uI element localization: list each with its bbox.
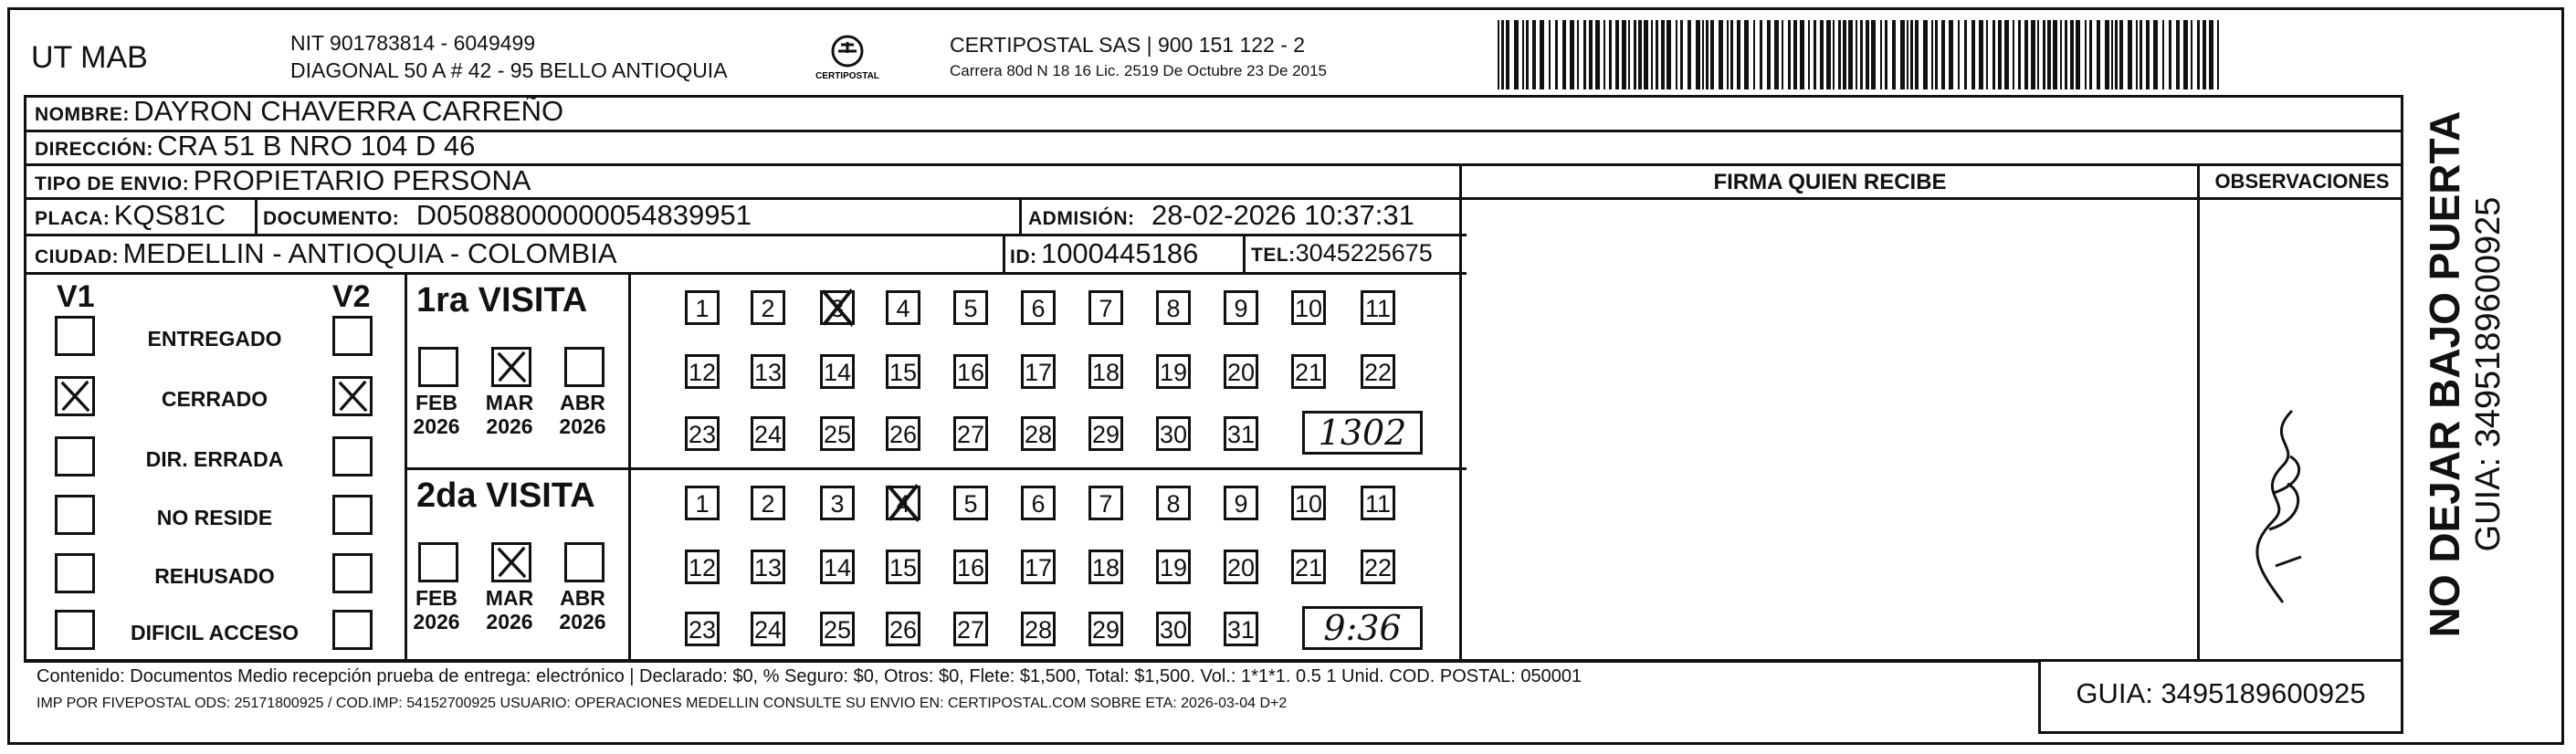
day-box[interactable]: 11 (1361, 290, 1395, 325)
ciudad-value: MEDELLIN - ANTIOQUIA - COLOMBIA (122, 237, 617, 269)
barcode-bar (1848, 20, 1853, 89)
barcode-bar (2097, 20, 2100, 89)
day-box[interactable]: 16 (953, 550, 988, 584)
day-box[interactable]: 23 (685, 416, 720, 451)
day-box[interactable]: 31 (1224, 416, 1258, 451)
barcode-bar (1651, 20, 1653, 89)
barcode-bar (1767, 20, 1771, 89)
barcode-bar (2043, 20, 2045, 89)
v2-checkbox[interactable] (332, 495, 373, 535)
day-box[interactable]: 26 (886, 416, 920, 451)
barcode-bar (1915, 20, 1919, 89)
day-box[interactable]: 2 (751, 290, 785, 325)
barcode-bar (2024, 20, 2028, 89)
status-label: CERRADO (161, 387, 268, 411)
barcode-bar (2070, 20, 2074, 89)
barcode-bar (1826, 20, 1831, 89)
tipo-row (35, 164, 531, 197)
day-box[interactable]: 28 (1021, 612, 1056, 646)
barcode-bar (2191, 20, 2192, 89)
barcode-bar (1833, 20, 1835, 89)
id-value: 1000445186 (1040, 237, 1199, 269)
day-box[interactable]: 19 (1156, 550, 1191, 584)
day-box[interactable]: 17 (1021, 354, 1056, 389)
day-box[interactable]: 21 (1291, 550, 1326, 584)
day-box[interactable]: 12 (685, 354, 720, 389)
month-name: FEB (415, 391, 457, 414)
certipostal-logo (811, 31, 884, 88)
barcode-bar (1892, 20, 1896, 89)
barcode-bar (1856, 20, 1857, 89)
barcode-bar (1540, 20, 1544, 89)
day-box[interactable]: 6 (1021, 290, 1056, 325)
barcode-bar (1730, 20, 1733, 89)
barcode-bar (1820, 20, 1824, 89)
barcode-bar (2089, 20, 2092, 89)
barcode-bar (1680, 20, 1683, 89)
barcode-bar (2031, 20, 2035, 89)
month-name: FEB (415, 586, 457, 610)
barcode-bar (1800, 20, 1804, 89)
barcode-bar (1788, 20, 1791, 89)
svg-text:CERTIPOSTAL: CERTIPOSTAL (815, 71, 879, 81)
status-label: REHUSADO (154, 564, 275, 588)
placa-label: PLACA: (35, 208, 110, 229)
v1-checkbox[interactable] (55, 553, 95, 593)
barcode-bar (1622, 20, 1626, 89)
barcode-bar (2115, 20, 2118, 89)
barcode-bar (1979, 20, 1983, 89)
barcode-bar (1964, 20, 1967, 89)
barcode-bar (1661, 20, 1665, 89)
month-checkbox[interactable] (418, 542, 458, 582)
direccion-row (35, 130, 475, 162)
v2-checkbox[interactable] (332, 553, 373, 593)
v1-checkbox[interactable] (55, 436, 95, 476)
barcode-bar (1644, 20, 1648, 89)
barcode-bar (1603, 20, 1605, 89)
id-cell (1010, 237, 1198, 270)
company-name: UT MAB (31, 40, 148, 75)
barcode-bar (1935, 20, 1938, 89)
month-checkbox[interactable] (564, 542, 605, 582)
barcode-bar (1871, 20, 1876, 89)
v2-checkbox[interactable] (332, 376, 373, 416)
month-year: 2026 (413, 610, 460, 634)
ciudad-cell (35, 237, 617, 270)
handwritten-time[interactable]: 9:36 (1302, 606, 1423, 650)
day-box[interactable]: 5 (953, 486, 988, 520)
tel-label: TEL: (1251, 245, 1296, 266)
barcode-bar (1774, 20, 1779, 89)
barcode-bar (1514, 20, 1519, 89)
placa-cell (35, 199, 226, 232)
v2-checkbox[interactable] (332, 436, 373, 476)
status-label: DIR. ERRADA (145, 447, 284, 471)
v2-checkbox[interactable] (332, 610, 373, 650)
barcode-bar (1506, 20, 1509, 89)
day-box[interactable]: 30 (1156, 416, 1191, 451)
side-vertical-text (2420, 91, 2539, 639)
barcode-bar (1526, 20, 1529, 89)
day-box[interactable]: 26 (886, 612, 920, 646)
day-box[interactable]: 12 (685, 550, 720, 584)
barcode-bar (1702, 20, 1704, 89)
documento-value: D05088000000054839951 (415, 199, 752, 231)
guia-footer: GUIA: 3495189600925 (2076, 677, 2366, 709)
barcode-bar (1910, 20, 1913, 89)
barcode-bar (1667, 20, 1671, 89)
barcode-bar (1753, 20, 1755, 89)
barcode (1498, 20, 2228, 89)
barcode-bar (1843, 20, 1846, 89)
barcode-bar (1676, 20, 1677, 89)
barcode-bar (1562, 20, 1566, 89)
barcode-bar (2085, 20, 2087, 89)
nombre-row (35, 95, 563, 128)
day-box[interactable]: 19 (1156, 354, 1191, 389)
courier-name: CERTIPOSTAL SAS | 900 151 122 - 2 (950, 33, 1306, 57)
barcode-bar (2136, 20, 2138, 89)
admision-value: 28-02-2026 10:37:31 (1151, 199, 1414, 231)
day-box[interactable]: 9 (1224, 486, 1258, 520)
side-guia: GUIA: 3495189600925 (2469, 196, 2508, 552)
ciudad-label: CIUDAD: (35, 246, 120, 267)
imp-text: IMP POR FIVEPOSTAL ODS: 25171800925 / COD.IMP: 54152700925 USUARIO: OPERACIONES MEDELLIN CONSULTE SU ENVIO EN: CERTIPOSTAL.COM SOBRE ETA: 2026-03-04 D+2 (37, 696, 1288, 711)
firma-header: FIRMA QUIEN RECIBE (1713, 170, 1947, 194)
day-box[interactable]: 10 (1291, 290, 1326, 325)
day-box[interactable]: 18 (1088, 550, 1123, 584)
barcode-bar (1814, 20, 1816, 89)
barcode-bar (1923, 20, 1928, 89)
barcode-bar (1931, 20, 1933, 89)
handwritten-time[interactable]: 1302 (1302, 411, 1423, 455)
barcode-bar (1793, 20, 1797, 89)
barcode-bar (1958, 20, 1960, 89)
barcode-bar (1727, 20, 1729, 89)
day-box[interactable]: 22 (1361, 550, 1395, 584)
barcode-bar (1838, 20, 1841, 89)
month-checkbox[interactable] (491, 347, 531, 387)
day-box[interactable]: 2 (751, 486, 785, 520)
status-label: DIFICIL ACCESO (130, 621, 299, 644)
barcode-bar (1971, 20, 1975, 89)
month-checkbox[interactable] (418, 347, 458, 387)
day-box[interactable]: 1 (685, 486, 720, 520)
day-box[interactable]: 18 (1088, 354, 1123, 389)
barcode-bar (2217, 20, 2219, 89)
month-year: 2026 (413, 414, 460, 438)
day-box[interactable]: 24 (751, 416, 785, 451)
admision-label: ADMISIÓN: (1028, 208, 1135, 229)
barcode-bar (1589, 20, 1593, 89)
courier-address: Carrera 80d N 18 16 Lic. 2519 De Octubre 23 De 2015 (950, 62, 1327, 79)
tipo-value: PROPIETARIO PERSONA (193, 164, 531, 196)
month-checkbox[interactable] (564, 347, 605, 387)
barcode-bar (1992, 20, 1995, 89)
barcode-bar (1706, 20, 1709, 89)
month-label (555, 391, 610, 438)
day-box[interactable]: 27 (953, 612, 988, 646)
month-label (409, 391, 464, 438)
v1-checkbox[interactable] (55, 316, 95, 356)
barcode-bar (1498, 20, 1499, 89)
barcode-bar (1532, 20, 1536, 89)
documento-cell (263, 199, 752, 232)
visit-title: 1ra VISITA (416, 281, 588, 319)
barcode-bar (2176, 20, 2180, 89)
day-box[interactable]: 20 (1224, 354, 1258, 389)
day-box[interactable]: 10 (1291, 486, 1326, 520)
barcode-bar (1615, 20, 1619, 89)
barcode-bar (1549, 20, 1551, 89)
day-mark (818, 287, 857, 329)
day-box[interactable]: 28 (1021, 416, 1056, 451)
day-box[interactable]: 29 (1088, 612, 1123, 646)
barcode-bar (2197, 20, 2200, 89)
barcode-bar (1986, 20, 1988, 89)
tel-cell (1251, 239, 1433, 267)
barcode-bar (1696, 20, 1700, 89)
documento-label: DOCUMENTO: (263, 208, 400, 229)
barcode-bar (2004, 20, 2009, 89)
nombre-value: DAYRON CHAVERRA CARREÑO (133, 95, 564, 127)
barcode-bar (1885, 20, 1887, 89)
barcode-bar (1760, 20, 1762, 89)
month-name: ABR (560, 586, 605, 610)
barcode-bar (2065, 20, 2067, 89)
observaciones-header: OBSERVACIONES (2214, 170, 2390, 193)
day-box[interactable]: 7 (1088, 486, 1123, 520)
barcode-bar (1880, 20, 1882, 89)
barcode-bar (1501, 20, 1504, 89)
day-box[interactable]: 21 (1291, 354, 1326, 389)
barcode-bar (2169, 20, 2171, 89)
barcode-bar (1656, 20, 1658, 89)
barcode-bar (2146, 20, 2150, 89)
barcode-bar (1941, 20, 1945, 89)
v1-checkbox[interactable] (55, 495, 95, 535)
day-box[interactable]: 11 (1361, 486, 1395, 520)
company-nit: NIT 901783814 - 6049499 (290, 31, 536, 55)
barcode-bar (2047, 20, 2051, 89)
barcode-bar (1555, 20, 1558, 89)
barcode-bar (2013, 20, 2014, 89)
v1-checkbox[interactable] (55, 376, 95, 416)
day-box[interactable]: 29 (1088, 416, 1123, 451)
barcode-bar (2018, 20, 2021, 89)
month-year: 2026 (559, 414, 606, 438)
id-label: ID: (1010, 246, 1037, 267)
v2-checkbox[interactable] (332, 316, 373, 356)
day-box[interactable]: 31 (1224, 612, 1258, 646)
day-box[interactable]: 25 (820, 416, 855, 451)
barcode-bar (2209, 20, 2213, 89)
day-box[interactable]: 25 (820, 612, 855, 646)
barcode-bar (2183, 20, 2188, 89)
day-box[interactable]: 1 (685, 290, 720, 325)
day-box[interactable]: 17 (1021, 550, 1056, 584)
day-box[interactable]: 4 (886, 486, 920, 520)
handwritten-signature (2219, 383, 2329, 612)
barcode-bar (1595, 20, 1600, 89)
month-year: 2026 (486, 414, 533, 438)
v1-label: V1 (57, 279, 95, 314)
direccion-label: DIRECCIÓN: (35, 139, 153, 160)
day-box[interactable]: 4 (886, 290, 920, 325)
direccion-value: CRA 51 B NRO 104 D 46 (157, 130, 476, 162)
barcode-bar (1900, 20, 1905, 89)
month-name: ABR (560, 391, 605, 414)
barcode-bar (2076, 20, 2080, 89)
v1-checkbox[interactable] (55, 610, 95, 650)
barcode-bar (1808, 20, 1810, 89)
month-name: MAR (485, 586, 534, 610)
day-box[interactable]: 20 (1224, 550, 1258, 584)
day-mark (884, 482, 922, 524)
barcode-bar (2105, 20, 2109, 89)
month-label (409, 586, 464, 634)
day-box[interactable]: 8 (1156, 486, 1191, 520)
day-box[interactable]: 6 (1021, 486, 1056, 520)
barcode-bar (1737, 20, 1740, 89)
barcode-bar (1634, 20, 1636, 89)
day-box[interactable]: 5 (953, 290, 988, 325)
barcode-bar (2140, 20, 2142, 89)
barcode-bar (1782, 20, 1783, 89)
day-box[interactable]: 14 (820, 550, 855, 584)
barcode-bar (1860, 20, 1863, 89)
day-box[interactable]: 24 (751, 612, 785, 646)
company-address: DIAGONAL 50 A # 42 - 95 BELLO ANTIOQUIA (290, 58, 728, 82)
day-box[interactable]: 22 (1361, 354, 1395, 389)
barcode-bar (2162, 20, 2164, 89)
barcode-bar (1998, 20, 2002, 89)
day-box[interactable]: 27 (953, 416, 988, 451)
day-box[interactable]: 14 (820, 354, 855, 389)
admision-cell (1028, 199, 1414, 232)
barcode-bar (1583, 20, 1586, 89)
v2-label: V2 (332, 279, 371, 314)
barcode-bar (2153, 20, 2158, 89)
day-box[interactable]: 13 (751, 354, 785, 389)
day-box[interactable]: 3 (820, 290, 855, 325)
day-box[interactable]: 15 (886, 550, 920, 584)
day-box[interactable]: 30 (1156, 612, 1191, 646)
barcode-bar (1866, 20, 1869, 89)
barcode-bar (2060, 20, 2062, 89)
month-checkbox[interactable] (491, 542, 531, 582)
barcode-bar (2119, 20, 2123, 89)
barcode-bar (2111, 20, 2113, 89)
placa-value: KQS81C (113, 199, 226, 231)
day-box[interactable]: 16 (953, 354, 988, 389)
day-box[interactable]: 7 (1088, 290, 1123, 325)
barcode-bar (1609, 20, 1612, 89)
barcode-bar (1570, 20, 1574, 89)
status-label: NO RESIDE (156, 506, 273, 529)
month-label (555, 586, 610, 634)
day-box[interactable]: 13 (751, 550, 785, 584)
nombre-label: NOMBRE: (35, 104, 130, 125)
barcode-bar (1744, 20, 1749, 89)
tel-value: 3045225675 (1295, 239, 1433, 267)
barcode-bar (2053, 20, 2057, 89)
barcode-bar (1719, 20, 1723, 89)
barcode-bar (1710, 20, 1714, 89)
barcode-bar (1638, 20, 1642, 89)
day-box[interactable]: 3 (820, 486, 855, 520)
month-name: MAR (485, 391, 534, 414)
barcode-bar (2037, 20, 2039, 89)
day-box[interactable]: 9 (1224, 290, 1258, 325)
barcode-bar (1577, 20, 1579, 89)
month-year: 2026 (486, 610, 533, 634)
barcode-bar (1688, 20, 1691, 89)
barcode-bar (1628, 20, 1630, 89)
month-label (482, 391, 537, 438)
barcode-bar (2203, 20, 2206, 89)
day-box[interactable]: 15 (886, 354, 920, 389)
contenido-text: Contenido: Documentos Medio recepción prueba de entrega: electrónico | Declarado: $0, % Seguro: $0, Otros: $0, Flete: $1,500, Total: $1,500. Vol.: 1*1*1. 0.5 1 Unid. COD. POSTAL: 050001 (37, 666, 1582, 686)
barcode-bar (1907, 20, 1908, 89)
status-label: ENTREGADO (147, 327, 282, 351)
day-box[interactable]: 23 (685, 612, 720, 646)
no-dejar-bajo-puerta: NO DEJAR BAJO PUERTA (2421, 110, 2468, 638)
month-year: 2026 (559, 610, 606, 634)
barcode-bar (1949, 20, 1953, 89)
barcode-bar (2128, 20, 2132, 89)
tipo-label: TIPO DE ENVIO: (35, 173, 190, 194)
month-label (482, 586, 537, 634)
visit-title: 2da VISITA (416, 476, 595, 515)
day-box[interactable]: 8 (1156, 290, 1191, 325)
barcode-bar (1522, 20, 1524, 89)
